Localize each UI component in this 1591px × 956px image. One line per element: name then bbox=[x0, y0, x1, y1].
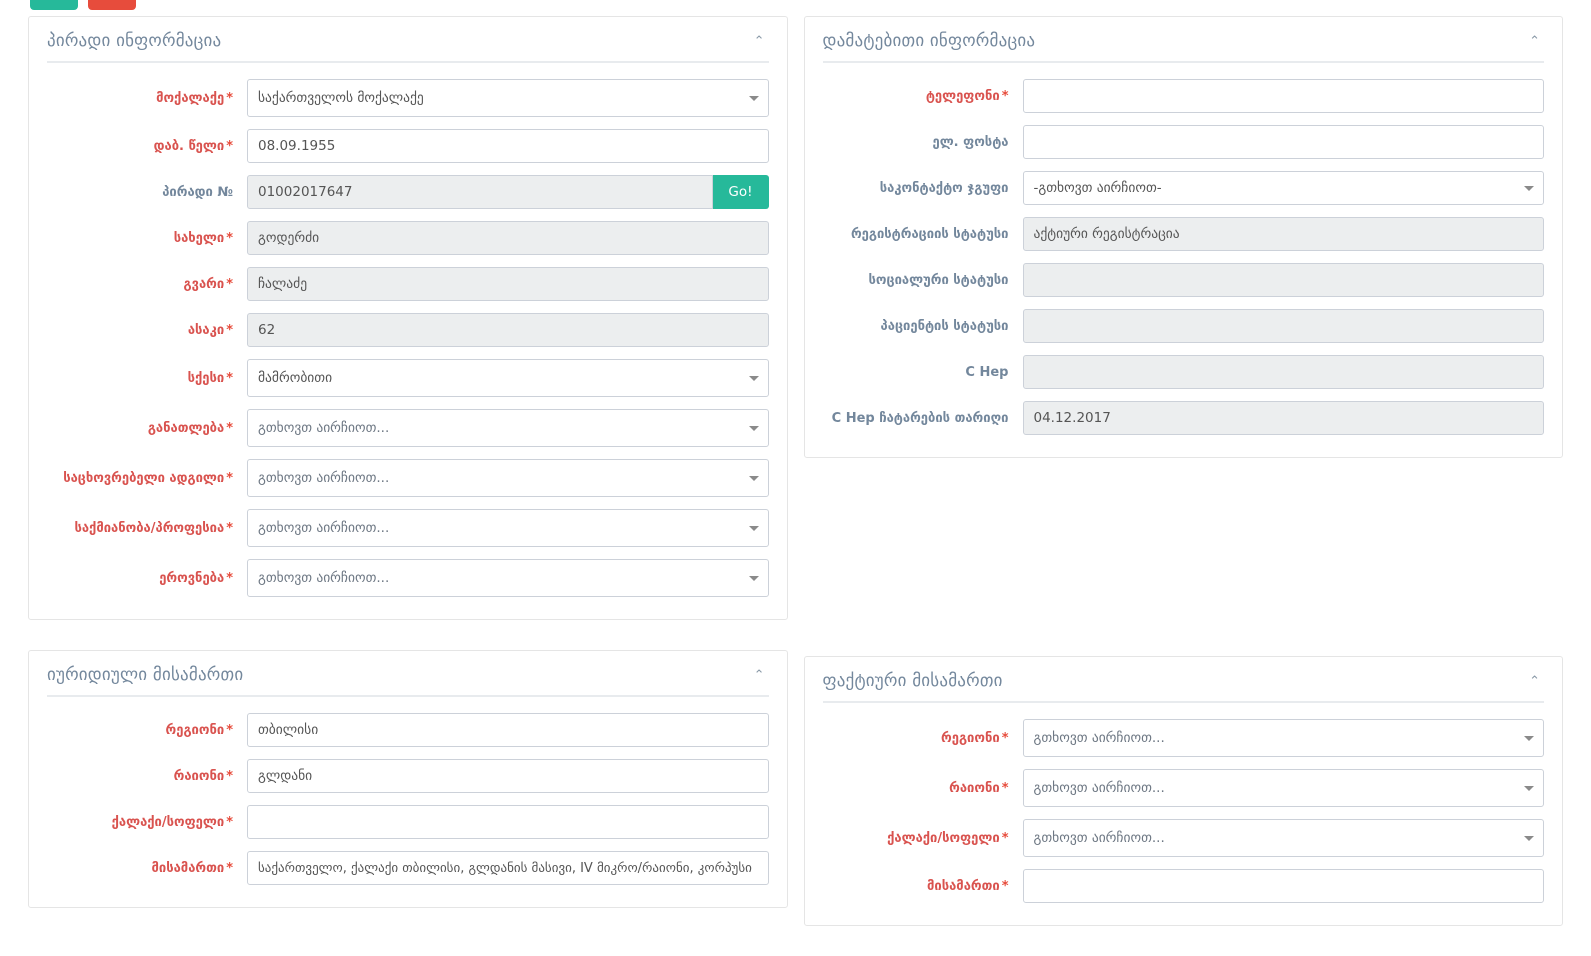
field-personal-number-label: პირადი № bbox=[162, 184, 233, 200]
field-sex-label: სქესი * bbox=[187, 370, 233, 386]
field-lastname-label: გვარი * bbox=[183, 276, 233, 292]
field-juridical-district bbox=[47, 759, 769, 793]
residence-select[interactable] bbox=[247, 459, 769, 497]
chevron-up-icon[interactable]: ⌃ bbox=[1529, 33, 1540, 49]
chevron-down-icon bbox=[749, 576, 759, 581]
field-personal-number bbox=[47, 175, 769, 209]
field-factual-district bbox=[823, 769, 1545, 807]
field-contact-group-control bbox=[1023, 171, 1545, 205]
factual-address-input[interactable] bbox=[1023, 869, 1545, 903]
field-chep-date-control bbox=[1023, 401, 1545, 435]
field-juridical-region-control bbox=[247, 713, 769, 747]
registration-status-input bbox=[1023, 217, 1545, 251]
field-birth-year bbox=[47, 129, 769, 163]
field-chep-control bbox=[1023, 355, 1545, 389]
chevron-down-icon bbox=[1524, 836, 1534, 841]
factual-city-select[interactable] bbox=[1023, 819, 1545, 857]
field-chep-date bbox=[823, 401, 1545, 435]
panel-additional-title: დამატებითი ინფორმაცია bbox=[822, 31, 1036, 51]
chevron-up-icon[interactable]: ⌃ bbox=[753, 667, 765, 683]
email-input[interactable] bbox=[1023, 125, 1545, 159]
field-chep-label: C Hep bbox=[965, 364, 1009, 380]
field-chep bbox=[823, 355, 1545, 389]
juridical-city-input[interactable] bbox=[247, 805, 769, 839]
education-select[interactable] bbox=[247, 409, 769, 447]
field-factual-address bbox=[823, 869, 1545, 903]
chevron-down-icon bbox=[1524, 736, 1534, 741]
panel-factual-address bbox=[804, 656, 1564, 926]
patient-status-input bbox=[1023, 309, 1545, 343]
field-residence bbox=[47, 459, 769, 497]
field-nationality bbox=[47, 559, 769, 597]
field-chep-date-label: C Hep ჩატარების თარიღი bbox=[831, 410, 1009, 426]
field-factual-district-label: რაიონი * bbox=[949, 780, 1009, 796]
factual-district-select[interactable] bbox=[1023, 769, 1545, 807]
field-factual-region bbox=[823, 719, 1545, 757]
field-occupation-label: საქმიანობა/პროფესია * bbox=[74, 520, 233, 536]
birth-year-input[interactable] bbox=[247, 129, 769, 163]
factual-district-select-value: გთხოვთ აირჩიოთ... bbox=[1033, 780, 1165, 796]
field-phone-label: ტელეფონი * bbox=[925, 88, 1009, 104]
factual-city-select-value: გთხოვთ აირჩიოთ... bbox=[1033, 830, 1165, 846]
field-firstname bbox=[47, 221, 769, 255]
field-patient-status bbox=[823, 309, 1545, 343]
field-sex bbox=[47, 359, 769, 397]
field-juridical-city-control bbox=[247, 805, 769, 839]
right-column-spacer bbox=[804, 488, 1564, 656]
personal-number-input[interactable] bbox=[247, 175, 713, 209]
field-age-label: ასაკი * bbox=[187, 322, 233, 338]
field-juridical-region-label: რეგიონი * bbox=[165, 722, 233, 738]
field-juridical-district-control bbox=[247, 759, 769, 793]
field-factual-city-label: ქალაქი/სოფელი * bbox=[887, 830, 1009, 846]
field-lastname bbox=[47, 267, 769, 301]
field-education-control bbox=[247, 409, 769, 447]
field-sex-control bbox=[247, 359, 769, 397]
chevron-down-icon bbox=[1524, 186, 1534, 191]
chevron-down-icon bbox=[749, 526, 759, 531]
field-registration-status-label: რეგისტრაციის სტატუსი bbox=[850, 226, 1009, 242]
citizen-select-value: საქართველოს მოქალაქე bbox=[258, 90, 424, 106]
contact-group-select-value: -გთხოვთ აირჩიოთ- bbox=[1033, 180, 1162, 196]
field-phone-control bbox=[1023, 79, 1545, 113]
field-nationality-control bbox=[247, 559, 769, 597]
field-factual-district-control bbox=[1023, 769, 1545, 807]
panel-factual-header bbox=[823, 667, 1545, 703]
panel-personal-information bbox=[28, 16, 788, 620]
field-citizen bbox=[47, 79, 769, 117]
field-citizen-label: მოქალაქე * bbox=[156, 90, 233, 106]
chep-input bbox=[1023, 355, 1545, 389]
top-action-buttons bbox=[30, 0, 136, 10]
field-social-status-label: სოციალური სტატუსი bbox=[868, 272, 1009, 288]
field-factual-region-control bbox=[1023, 719, 1545, 757]
field-factual-address-control bbox=[1023, 869, 1545, 903]
chevron-down-icon bbox=[749, 426, 759, 431]
field-factual-region-label: რეგიონი * bbox=[941, 730, 1009, 746]
panel-juridical-address bbox=[28, 650, 788, 908]
juridical-address-input[interactable] bbox=[247, 851, 769, 885]
right-column bbox=[804, 16, 1564, 956]
chevron-down-icon bbox=[749, 96, 759, 101]
field-contact-group-label: საკონტაქტო ჯგუფი bbox=[879, 180, 1009, 196]
field-juridical-city-label: ქალაქი/სოფელი * bbox=[111, 814, 233, 830]
field-firstname-label: სახელი * bbox=[173, 230, 233, 246]
chevron-up-icon[interactable]: ⌃ bbox=[1529, 673, 1540, 689]
factual-region-select-value: გთხოვთ აირჩიოთ... bbox=[1033, 730, 1165, 746]
nationality-select[interactable] bbox=[247, 559, 769, 597]
field-registration-status bbox=[823, 217, 1545, 251]
field-citizen-control bbox=[247, 79, 769, 117]
chevron-up-icon[interactable]: ⌃ bbox=[753, 33, 765, 49]
form-columns bbox=[0, 16, 1591, 956]
field-patient-status-label: პაციენტის სტატუსი bbox=[880, 318, 1009, 334]
juridical-district-input[interactable] bbox=[247, 759, 769, 793]
field-juridical-address-control bbox=[247, 851, 769, 885]
left-column bbox=[28, 16, 788, 956]
field-factual-city-control bbox=[1023, 819, 1545, 857]
field-education bbox=[47, 409, 769, 447]
field-juridical-district-label: რაიონი * bbox=[173, 768, 233, 784]
personal-number-go-button[interactable]: Go! bbox=[713, 175, 768, 209]
field-education-label: განათლება * bbox=[147, 420, 233, 436]
sex-select[interactable] bbox=[247, 359, 769, 397]
social-status-input bbox=[1023, 263, 1545, 297]
field-occupation bbox=[47, 509, 769, 547]
panel-personal-header bbox=[47, 27, 769, 63]
field-phone bbox=[823, 79, 1545, 113]
field-social-status-control bbox=[1023, 263, 1545, 297]
field-email-control bbox=[1023, 125, 1545, 159]
field-personal-number-control bbox=[247, 175, 769, 209]
phone-input[interactable] bbox=[1023, 79, 1545, 113]
field-email-label: ელ. ფოსტა bbox=[932, 134, 1009, 150]
field-factual-city bbox=[823, 819, 1545, 857]
field-patient-status-control bbox=[1023, 309, 1545, 343]
cancel-button[interactable] bbox=[88, 0, 136, 10]
lastname-input[interactable] bbox=[247, 267, 769, 301]
field-firstname-control bbox=[247, 221, 769, 255]
age-input[interactable] bbox=[247, 313, 769, 347]
factual-region-select[interactable] bbox=[1023, 719, 1545, 757]
juridical-region-input[interactable] bbox=[247, 713, 769, 747]
save-button[interactable] bbox=[30, 0, 78, 10]
field-factual-address-label: მისამართი * bbox=[927, 878, 1009, 894]
panel-factual-title: ფაქტიური მისამართი bbox=[822, 671, 1003, 691]
field-age-control bbox=[247, 313, 769, 347]
field-nationality-label: ეროვნება * bbox=[159, 570, 233, 586]
field-juridical-address-label: მისამართი * bbox=[151, 860, 233, 876]
panel-additional-information bbox=[804, 16, 1564, 458]
field-juridical-address bbox=[47, 851, 769, 885]
residence-select-value: გთხოვთ აირჩიოთ... bbox=[258, 470, 390, 486]
field-residence-label: საცხოვრებელი ადგილი * bbox=[63, 470, 233, 486]
panel-juridical-header bbox=[47, 661, 769, 697]
chevron-down-icon bbox=[749, 376, 759, 381]
field-lastname-control bbox=[247, 267, 769, 301]
field-juridical-region bbox=[47, 713, 769, 747]
contact-group-select[interactable] bbox=[1023, 171, 1545, 205]
firstname-input[interactable] bbox=[247, 221, 769, 255]
chevron-down-icon bbox=[1524, 786, 1534, 791]
occupation-select-value: გთხოვთ აირჩიოთ... bbox=[258, 520, 390, 536]
field-juridical-city bbox=[47, 805, 769, 839]
field-email bbox=[823, 125, 1545, 159]
occupation-select[interactable] bbox=[247, 509, 769, 547]
panel-juridical-title: იურიდიული მისამართი bbox=[47, 665, 244, 685]
field-birth-year-label: დაბ. წელი * bbox=[153, 138, 233, 154]
citizen-select[interactable] bbox=[247, 79, 769, 117]
nationality-select-value: გთხოვთ აირჩიოთ... bbox=[258, 570, 390, 586]
field-age bbox=[47, 313, 769, 347]
field-contact-group bbox=[823, 171, 1545, 205]
field-occupation-control bbox=[247, 509, 769, 547]
field-social-status bbox=[823, 263, 1545, 297]
education-select-value: გთხოვთ აირჩიოთ... bbox=[258, 420, 390, 436]
field-residence-control bbox=[247, 459, 769, 497]
field-registration-status-control bbox=[1023, 217, 1545, 251]
sex-select-value: მამრობითი bbox=[258, 370, 333, 386]
chep-date-input bbox=[1023, 401, 1545, 435]
chevron-down-icon bbox=[749, 476, 759, 481]
panel-additional-header bbox=[823, 27, 1545, 63]
panel-personal-title: პირადი ინფორმაცია bbox=[47, 31, 222, 51]
field-birth-year-control bbox=[247, 129, 769, 163]
